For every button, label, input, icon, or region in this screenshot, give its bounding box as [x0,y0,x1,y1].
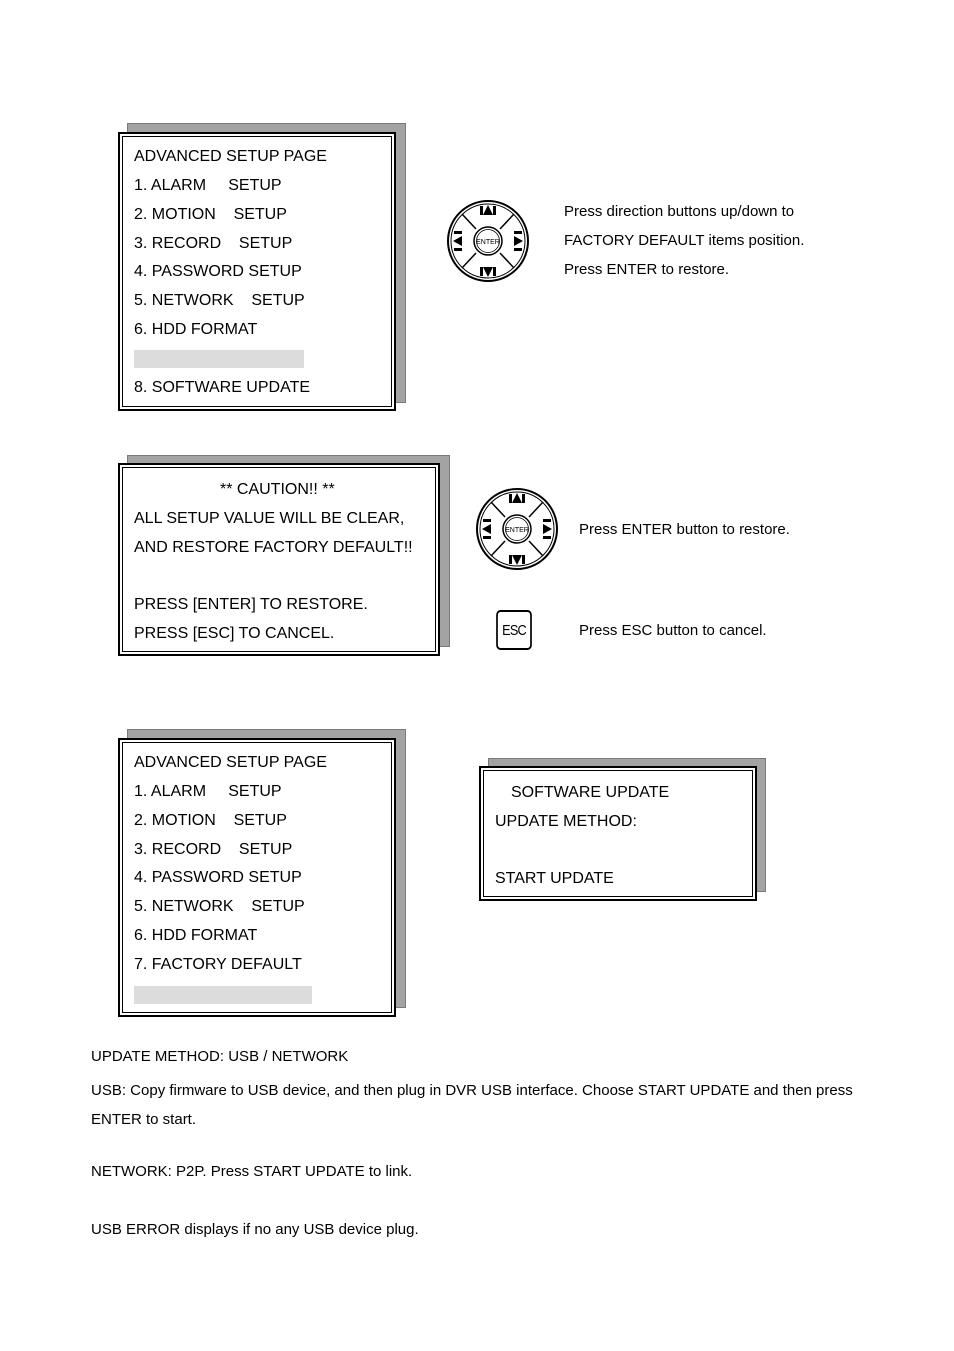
menu2-item-alarm[interactable]: 1. ALARM SETUP [134,783,282,800]
menu1-item-motion[interactable]: 2. MOTION SETUP [134,206,287,223]
esc-button-icon: ESC [496,610,532,650]
menu1-item-network[interactable]: 5. NETWORK SETUP [134,292,305,309]
note2-esc: Press ESC button to cancel. [579,622,767,639]
menu2-item-hdd-format[interactable]: 6. HDD FORMAT [134,927,258,944]
sw-update-method[interactable]: UPDATE METHOD: [495,813,637,830]
enter-label: ENTER [476,239,500,246]
caution-title: ** CAUTION!! ** [220,481,335,498]
note1-line3: Press ENTER to restore. [564,261,730,278]
body-network: NETWORK: P2P. Press START UPDATE to link. [91,1163,413,1180]
caution-line2: AND RESTORE FACTORY DEFAULT!! [134,539,413,556]
menu2-item-factory-default[interactable]: 7. FACTORY DEFAULT [134,956,302,973]
body-usb-error: USB ERROR displays if no any USB device plug. [91,1221,419,1238]
sw-update-start[interactable]: START UPDATE [495,870,614,887]
menu1-item-record[interactable]: 3. RECORD SETUP [134,235,293,252]
enter-button-icon [475,486,559,572]
menu1-item-factory-default-highlight[interactable] [134,350,304,368]
sw-update-title: SOFTWARE UPDATE [511,784,670,801]
menu2-title: ADVANCED SETUP PAGE [134,754,327,771]
menu2-item-password[interactable]: 4. PASSWORD SETUP [134,869,302,886]
note1-line2: FACTORY DEFAULT items position. [564,232,805,249]
caution-panel [118,463,440,656]
menu1-item-software-update[interactable]: 8. SOFTWARE UPDATE [134,379,311,396]
menu1-item-password[interactable]: 4. PASSWORD SETUP [134,263,302,280]
body-update-method: UPDATE METHOD: USB / NETWORK [91,1048,349,1065]
menu2-item-motion[interactable]: 2. MOTION SETUP [134,812,287,829]
note2-enter: Press ENTER button to restore. [579,521,790,538]
menu2-item-network[interactable]: 5. NETWORK SETUP [134,898,305,915]
menu1-item-hdd-format[interactable]: 6. HDD FORMAT [134,321,258,338]
menu2-item-software-update-highlight[interactable] [134,986,312,1004]
menu1-title: ADVANCED SETUP PAGE [134,148,327,165]
menu1-panel [118,132,396,411]
caution-line3: PRESS [ENTER] TO RESTORE. [134,596,368,613]
caution-line1: ALL SETUP VALUE WILL BE CLEAR, [134,510,405,527]
menu2-item-record[interactable]: 3. RECORD SETUP [134,841,293,858]
note1-line1: Press direction buttons up/down to [564,203,795,220]
direction-pad-icon [446,198,530,284]
body-usb: USB: Copy firmware to USB device, and then plug in DVR USB interface. Choose START UPDATE and then press ENTER to start. [91,1082,853,1128]
caution-line4: PRESS [ESC] TO CANCEL. [134,625,335,642]
enter-label-2: ENTER [505,527,529,534]
sw-update-panel [479,766,757,901]
menu1-item-alarm[interactable]: 1. ALARM SETUP [134,177,282,194]
menu2-panel [118,738,396,1017]
